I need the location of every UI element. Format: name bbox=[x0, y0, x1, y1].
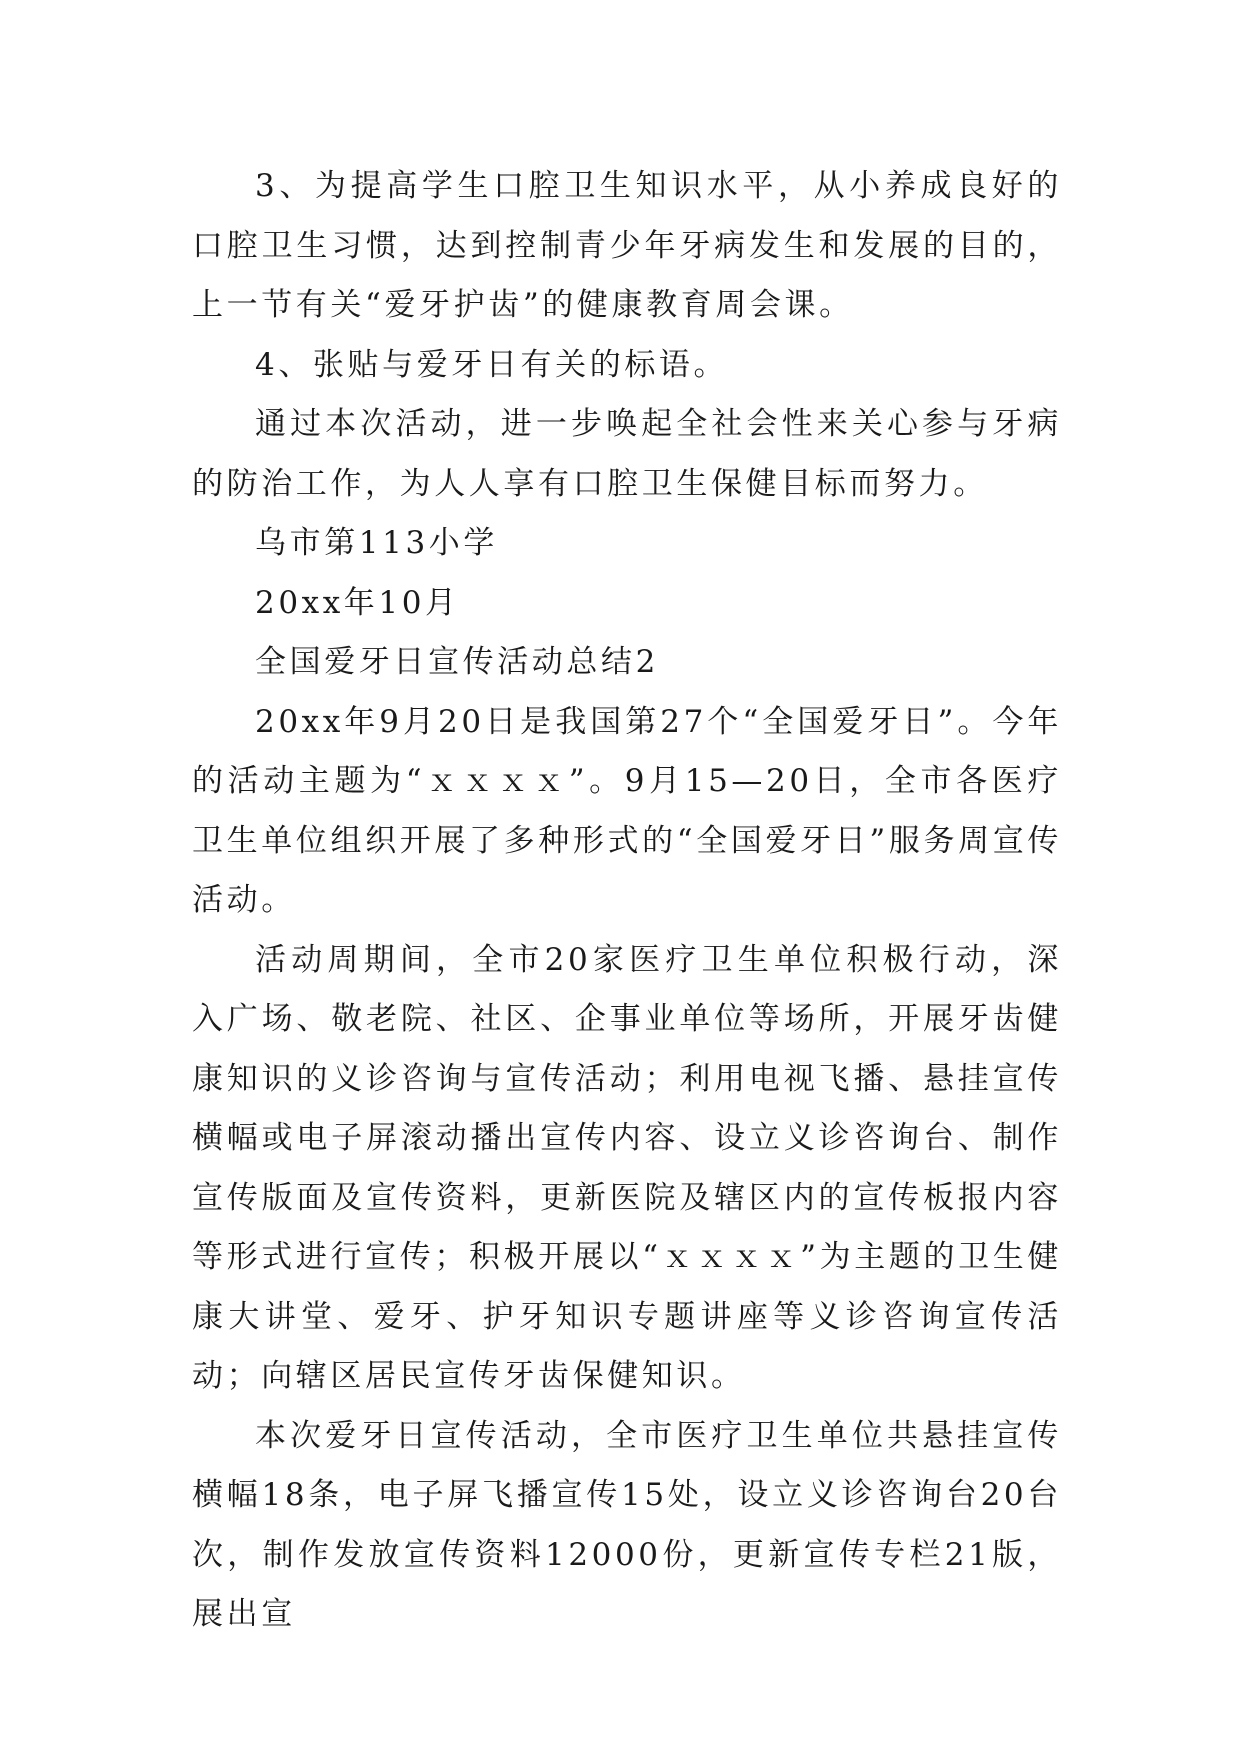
paragraph-item-3: 3、为提高学生口腔卫生知识水平，从小养成良好的口腔卫生习惯，达到控制青少年牙病发生和发展的目的，上一节有关“爱牙护齿”的健康教育周会课。 bbox=[192, 168, 1062, 323]
paragraph-activities: 活动周期间，全市20家医疗卫生单位积极行动，深入广场、敬老院、社区、企事业单位等场所，开展牙齿健康知识的义诊咨询与宣传活动；利用电视飞播、悬挂宣传横幅或电子屏滚动播出宣传内容、设立义诊咨询台、制作宣传版面及宣传资料，更新医院及辖区内的宣传板报内容等形式进行宣传；积极开展以“ｘｘｘｘ”为主题的卫生健康大讲堂、爱牙、护牙知识专题讲座等义诊咨询宣传活动；向辖区居民宣传牙齿保健知识。 bbox=[192, 941, 1062, 1394]
paragraph-intro: 20xx年9月20日是我国第27个“全国爱牙日”。今年的活动主题为“ｘｘｘｘ”。9月15—20日，全市各医疗卫生单位组织开展了多种形式的“全国爱牙日”服务周宣传活动。 bbox=[192, 703, 1062, 918]
signature-date: 20xx年10月 bbox=[255, 584, 460, 621]
section-title: 全国爱牙日宣传活动总结2 bbox=[255, 644, 659, 680]
paragraph-item-4: 4、张贴与爱牙日有关的标语。 bbox=[255, 346, 729, 383]
paragraph-conclusion: 通过本次活动，进一步唤起全社会性来关心参与牙病的防治工作，为人人享有口腔卫生保健目标而努力。 bbox=[192, 406, 1062, 502]
document-page bbox=[192, 157, 1062, 1645]
signature-organization: 乌市第113小学 bbox=[255, 525, 498, 561]
paragraph-statistics: 本次爱牙日宣传活动，全市医疗卫生单位共悬挂宣传横幅18条，电子屏飞播宣传15处，设立义诊咨询台20台次，制作发放宣传资料12000份，更新宣传专栏21版，展出宣 bbox=[192, 1417, 1062, 1632]
